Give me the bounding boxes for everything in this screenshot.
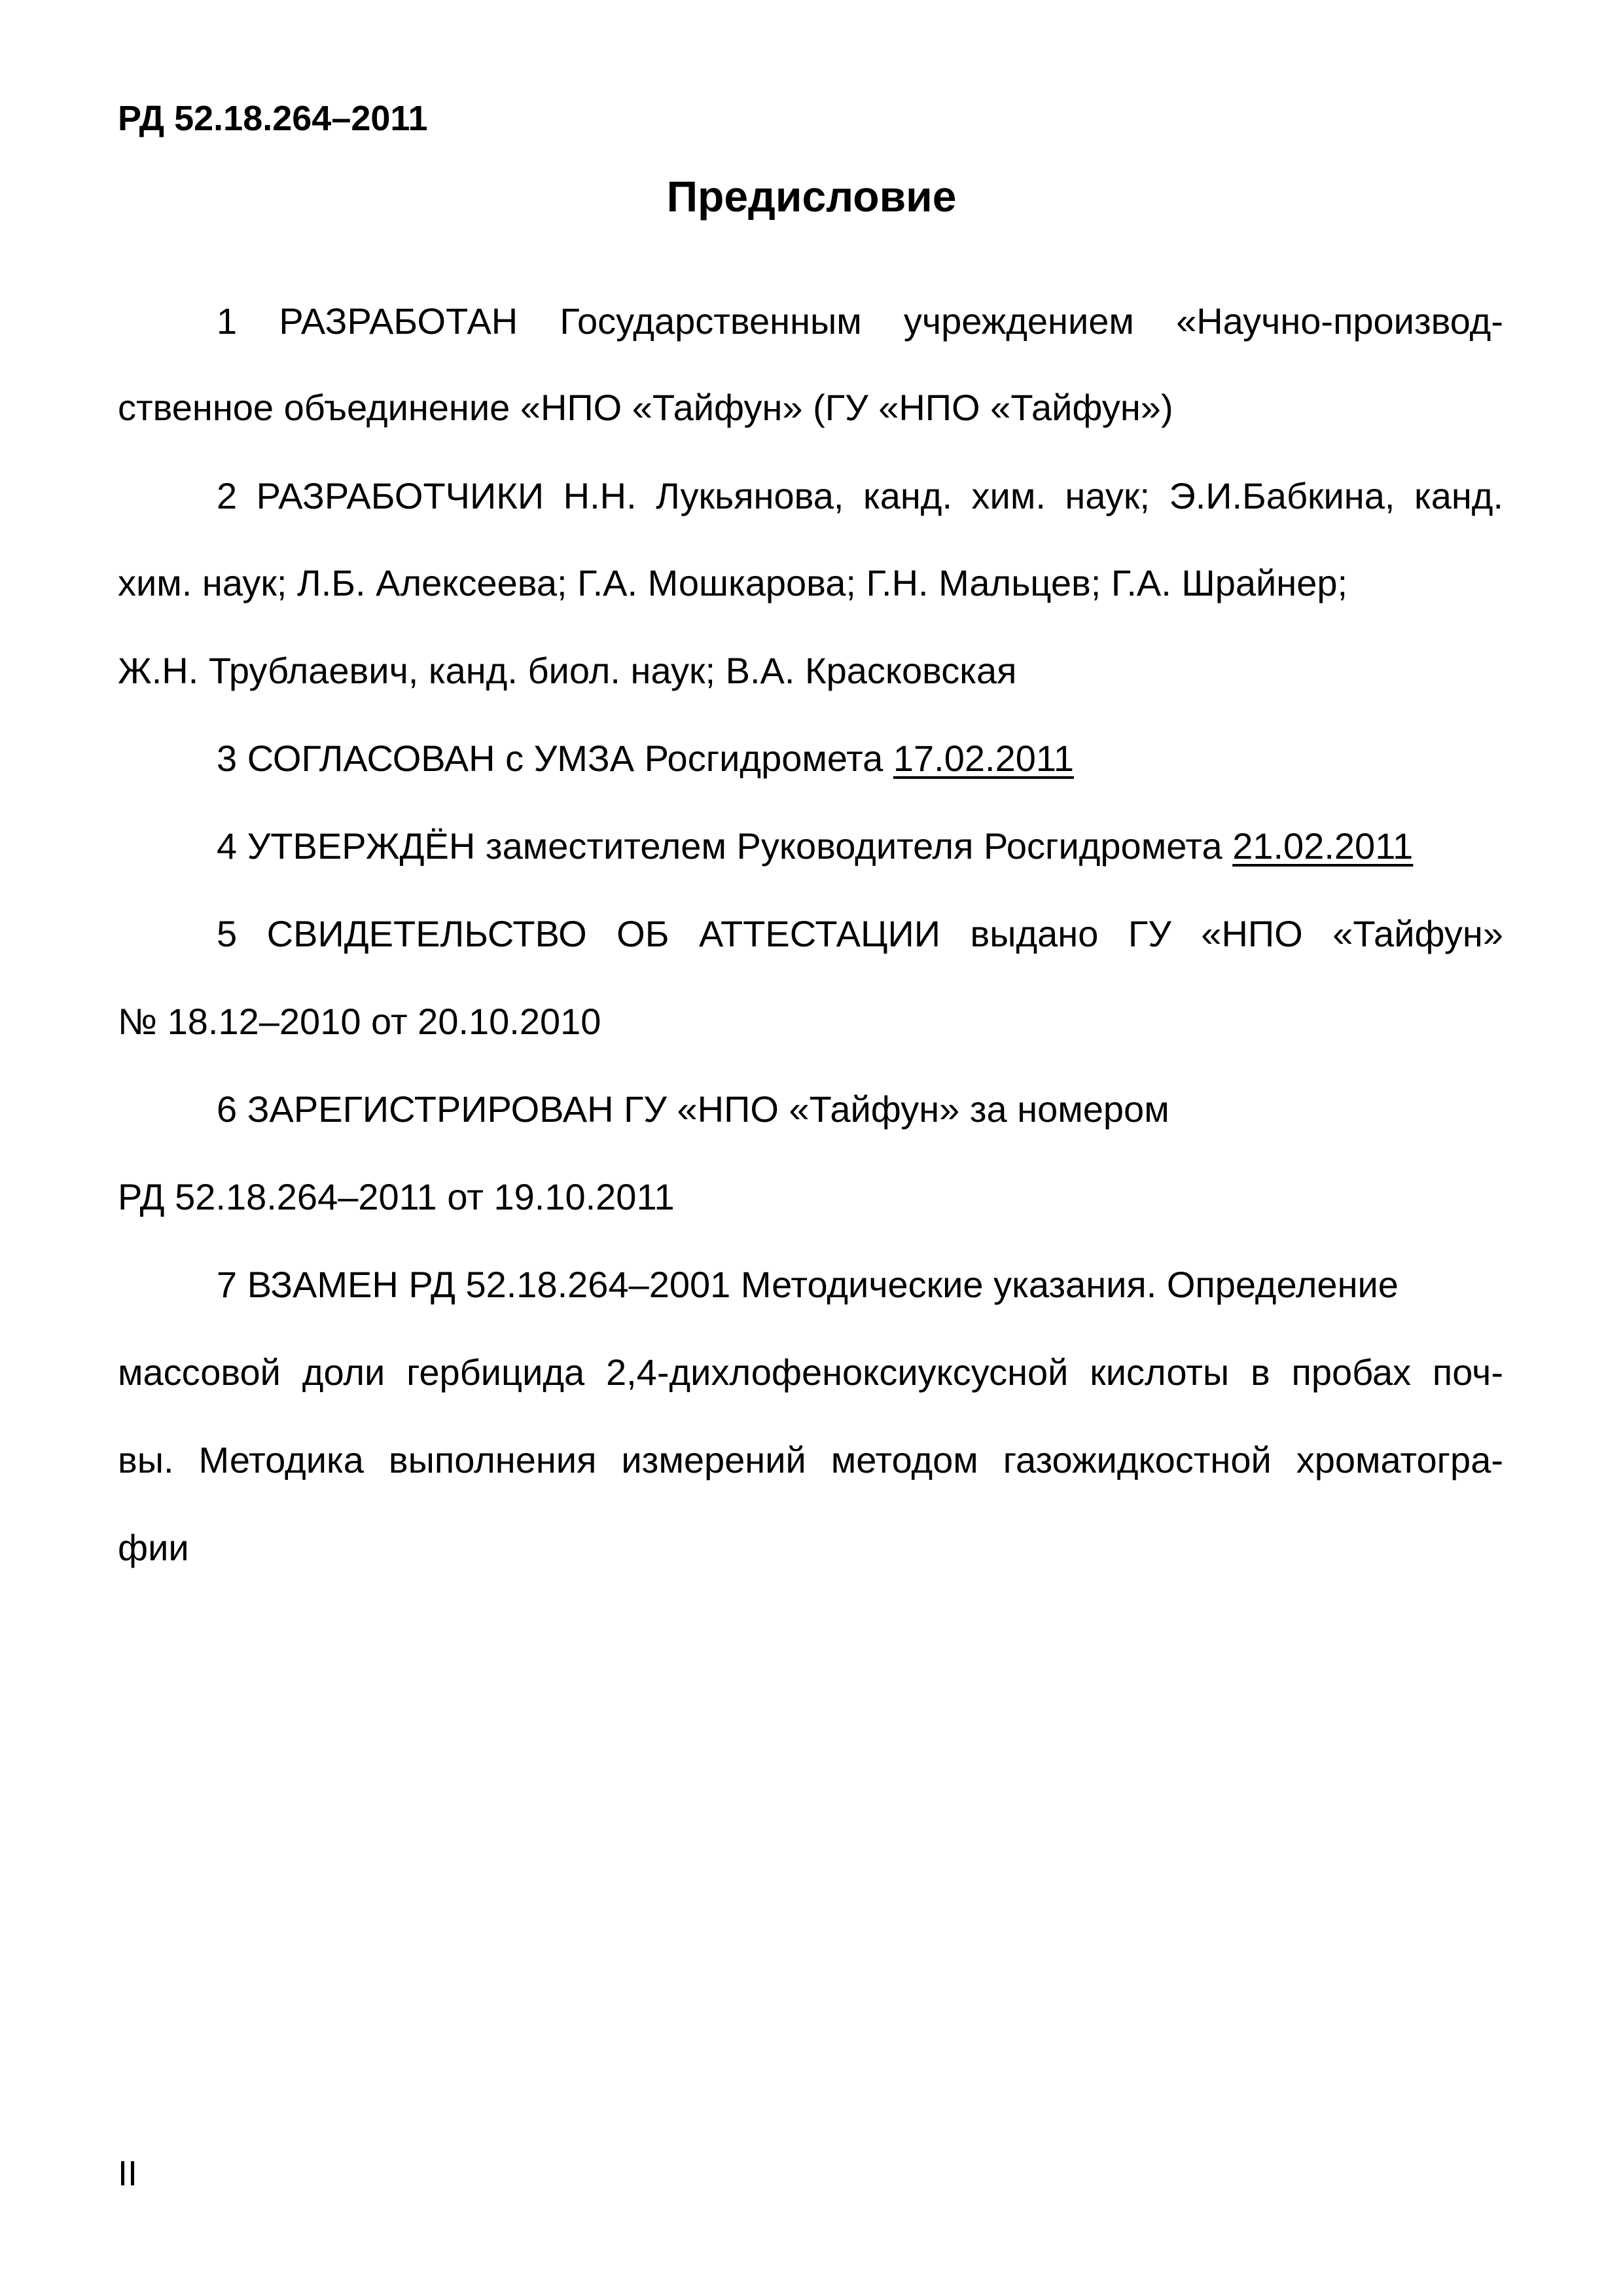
paragraph-3-date: 17.02.2011 <box>893 738 1074 779</box>
paragraph-4-date: 21.02.2011 <box>1232 825 1414 867</box>
paragraph-2-line-2: хим. наук; Л.Б. Алексеева; Г.А. Мошкарова; Г.Н. Мальцев; Г.А. Шрайнер; <box>118 562 1348 603</box>
paragraph-2-line-1: 2 РАЗРАБОТЧИКИ Н.Н. Лукьянова, канд. хим. наук; Э.И.Бабкина, канд. <box>217 475 1503 516</box>
document-code: РД 52.18.264–2011 <box>118 99 428 138</box>
paragraph-4-text: 4 УТВЕРЖДЁН заместителем Руководителя Росгидромета <box>217 825 1233 867</box>
paragraph-3 <box>217 737 1074 780</box>
paragraph-7-line-1: 7 ВЗАМЕН РД 52.18.264–2001 Методические указания. Определение <box>217 1264 1399 1305</box>
paragraph-5-line-2: № 18.12–2010 от 20.10.2010 <box>118 1001 601 1042</box>
paragraph-1-line-2: ственное объединение «НПО «Тайфун» (ГУ «НПО «Тайфун») <box>118 387 1173 428</box>
paragraph-7-line-3: вы. Методика выполнения измерений методом газожидкостной хроматогра- <box>118 1439 1503 1480</box>
paragraph-5-line-1: 5 СВИДЕТЕЛЬСТВО ОБ АТТЕСТАЦИИ выдано ГУ «НПО «Тайфун» <box>217 913 1503 954</box>
paragraph-2-line-3: Ж.Н. Трублаевич, канд. биол. наук; В.А. Красковская <box>118 650 1017 691</box>
page-title: Предисловие <box>666 172 957 221</box>
page-number: II <box>118 2154 138 2193</box>
paragraph-7-line-2: массовой доли гербицида 2,4-дихлофеноксиуксусной кислоты в пробах поч- <box>118 1352 1503 1393</box>
paragraph-6-line-2: РД 52.18.264–2011 от 19.10.2011 <box>118 1176 675 1217</box>
paragraph-4 <box>217 825 1413 868</box>
paragraph-7-line-4: фии <box>118 1527 189 1568</box>
paragraph-1-line-1: 1 РАЗРАБОТАН Государственным учреждением «Научно-производ- <box>217 300 1503 342</box>
paragraph-3-text: 3 СОГЛАСОВАН с УМЗА Росгидромета <box>217 738 893 779</box>
paragraph-6-line-1: 6 ЗАРЕГИСТРИРОВАН ГУ «НПО «Тайфун» за номером <box>217 1088 1169 1130</box>
